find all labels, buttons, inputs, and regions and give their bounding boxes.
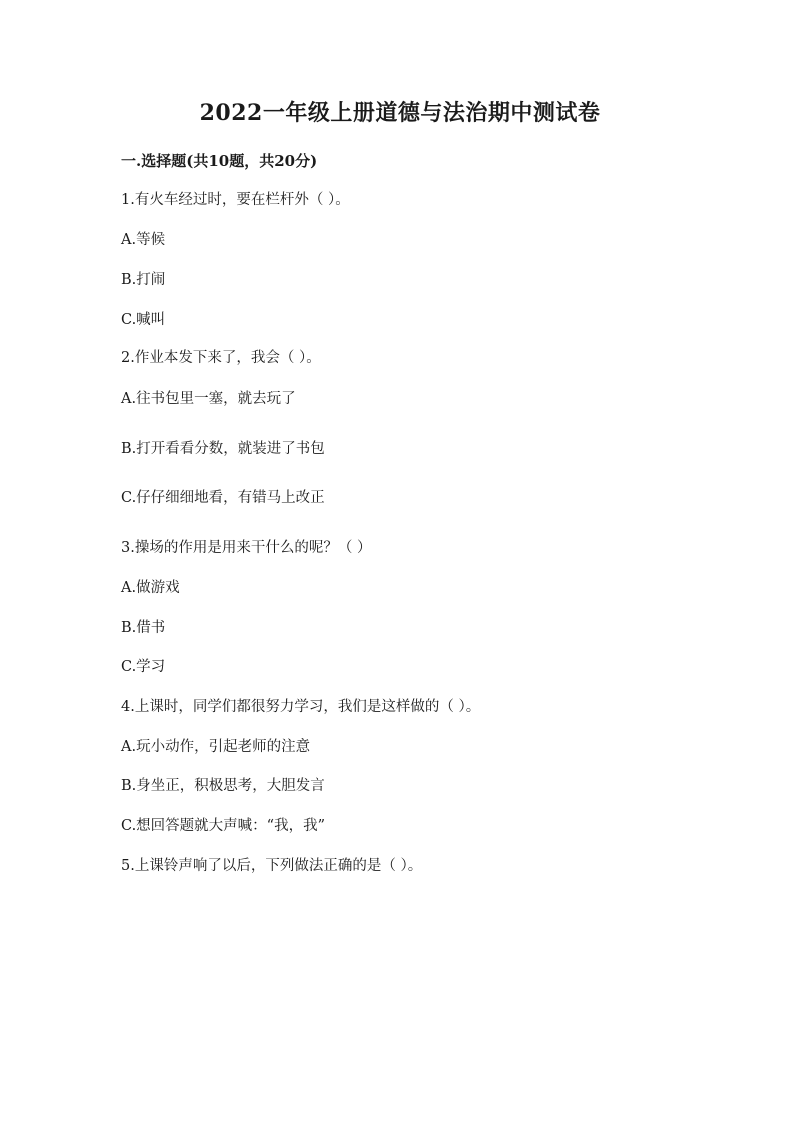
question-1-stem: 1.有火车经过时，要在栏杆外（ ）。 — [121, 192, 350, 208]
question-2-stem: 2.作业本发下来了，我会（ ）。 — [121, 350, 321, 366]
question-4-option-a: A.玩小动作，引起老师的注意 — [121, 739, 311, 755]
question-3-option-c: C.学习 — [121, 659, 166, 675]
question-4-option-b: B.身坐正，积极思考，大胆发言 — [121, 778, 325, 794]
page-title: 2022一年级上册道德与法治期中测试卷 — [199, 100, 601, 126]
question-3-stem: 3.操场的作用是用来干什么的呢？（ ） — [121, 540, 372, 556]
section-heading: 一.选择题(共10题，共20分) — [121, 152, 318, 170]
question-4-option-c: C.想回答题就大声喊：“我，我” — [121, 818, 326, 834]
question-3-option-a: A.做游戏 — [121, 580, 180, 596]
question-2-option-a: A.往书包里一塞，就去玩了 — [121, 391, 296, 407]
question-4-stem: 4.上课时，同学们都很努力学习，我们是这样做的（ ）。 — [121, 699, 481, 715]
question-1-option-b: B.打闹 — [121, 272, 166, 288]
question-5-stem: 5.上课铃声响了以后，下列做法正确的是（ ）。 — [121, 858, 423, 874]
question-1-option-c: C.喊叫 — [121, 312, 166, 328]
question-3-option-b: B.借书 — [121, 620, 166, 636]
question-2-option-b: B.打开看看分数，就装进了书包 — [121, 441, 325, 457]
question-2-option-c: C.仔仔细细地看，有错马上改正 — [121, 490, 325, 506]
question-1-option-a: A.等候 — [121, 232, 166, 248]
